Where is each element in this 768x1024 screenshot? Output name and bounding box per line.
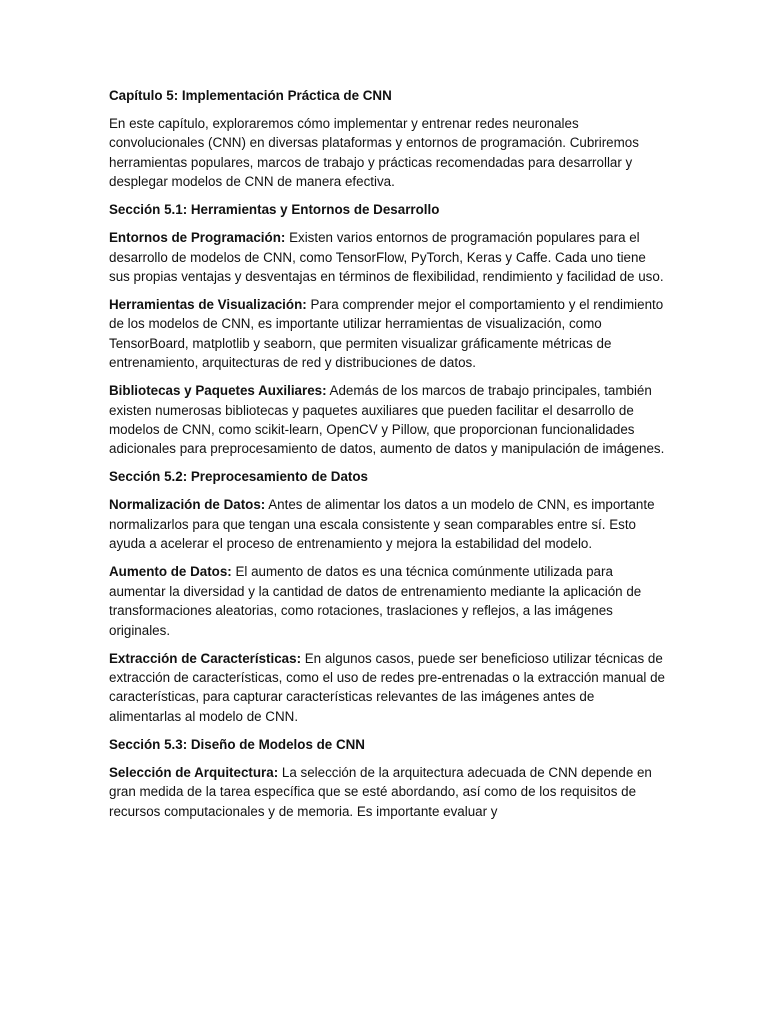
paragraph-text: Para comprender mejor el comportamiento y el rendimiento de los modelos de CNN, es importante utilizar herramientas de visualización, como TensorBoard, matplotlib y seaborn, que permiten visualizar gráficamente métricas de entrenamiento, arquitecturas de red y distribuciones de datos. xyxy=(109,297,664,371)
term-label: Bibliotecas y Paquetes Auxiliares: xyxy=(109,383,327,399)
paragraph-auxiliary-libraries xyxy=(109,381,669,459)
term-label: Entornos de Programación: xyxy=(109,230,286,246)
paragraph-text: Además de los marcos de trabajo principales, también existen numerosas bibliotecas y paquetes auxiliares que pueden facilitar el desarrollo de modelos de CNN, como scikit-learn, OpenCV y Pillow, que proporcionan funcionalidades adicionales para preprocesamiento de datos, aumento de datos y manipulación de imágenes. xyxy=(109,383,665,457)
section-title-5-1: Sección 5.1: Herramientas y Entornos de Desarrollo xyxy=(109,202,440,218)
paragraph-architecture-selection xyxy=(109,763,669,821)
term-label: Extracción de Características: xyxy=(109,650,302,666)
term-label: Selección de Arquitectura: xyxy=(109,764,279,780)
paragraph-feature-extraction xyxy=(109,649,669,727)
section-title-5-2: Sección 5.2: Preprocesamiento de Datos xyxy=(109,469,368,485)
paragraph-data-normalization xyxy=(109,495,669,553)
paragraph-text: Existen varios entornos de programación populares para el desarrollo de modelos de CNN, como TensorFlow, PyTorch, Keras y Caffe. Cada uno tiene sus propias ventajas y desventajas en términos de flexibilidad, rendimiento y facilidad de uso. xyxy=(109,230,664,285)
term-label: Aumento de Datos: xyxy=(109,564,232,580)
paragraph-text: Antes de alimentar los datos a un modelo de CNN, es importante normalizarlos para que tengan una escala consistente y sean comparables entre sí. Esto ayuda a acelerar el proceso de entrenamiento y mejora la estabilidad del modelo. xyxy=(109,497,655,552)
chapter-intro: En este capítulo, exploraremos cómo implementar y entrenar redes neuronales convolucionales (CNN) en diversas plataformas y entornos de programación. Cubriremos herramientas populares, marcos de trabajo y prácticas recomendadas para desarrollar y desplegar modelos de CNN de manera efectiva. xyxy=(109,116,639,190)
paragraph-programming-environments xyxy=(109,228,669,286)
paragraph-visualization-tools xyxy=(109,295,669,373)
paragraph-text: En algunos casos, puede ser beneficioso utilizar técnicas de extracción de características, como el uso de redes pre-entrenadas o la extracción manual de características, para capturar características relevantes de las imágenes antes de alimentarlas al modelo de CNN. xyxy=(109,650,666,724)
paragraph-data-augmentation xyxy=(109,562,669,640)
paragraph-text: El aumento de datos es una técnica comúnmente utilizada para aumentar la diversidad y la cantidad de datos de entrenamiento mediante la aplicación de transformaciones aleatorias, como rotaciones, traslaciones y reflejos, a las imágenes originales. xyxy=(109,564,642,638)
term-label: Herramientas de Visualización: xyxy=(109,297,307,313)
paragraph-text: La selección de la arquitectura adecuada de CNN depende en gran medida de la tarea específica que se esté abordando, así como de los requisitos de recursos computacionales y de memoria. Es importante evaluar y xyxy=(109,764,652,819)
term-label: Normalización de Datos: xyxy=(109,497,266,513)
section-title-5-3: Sección 5.3: Diseño de Modelos de CNN xyxy=(109,736,365,752)
chapter-title: Capítulo 5: Implementación Práctica de CNN xyxy=(109,88,392,103)
document-page xyxy=(109,86,669,830)
